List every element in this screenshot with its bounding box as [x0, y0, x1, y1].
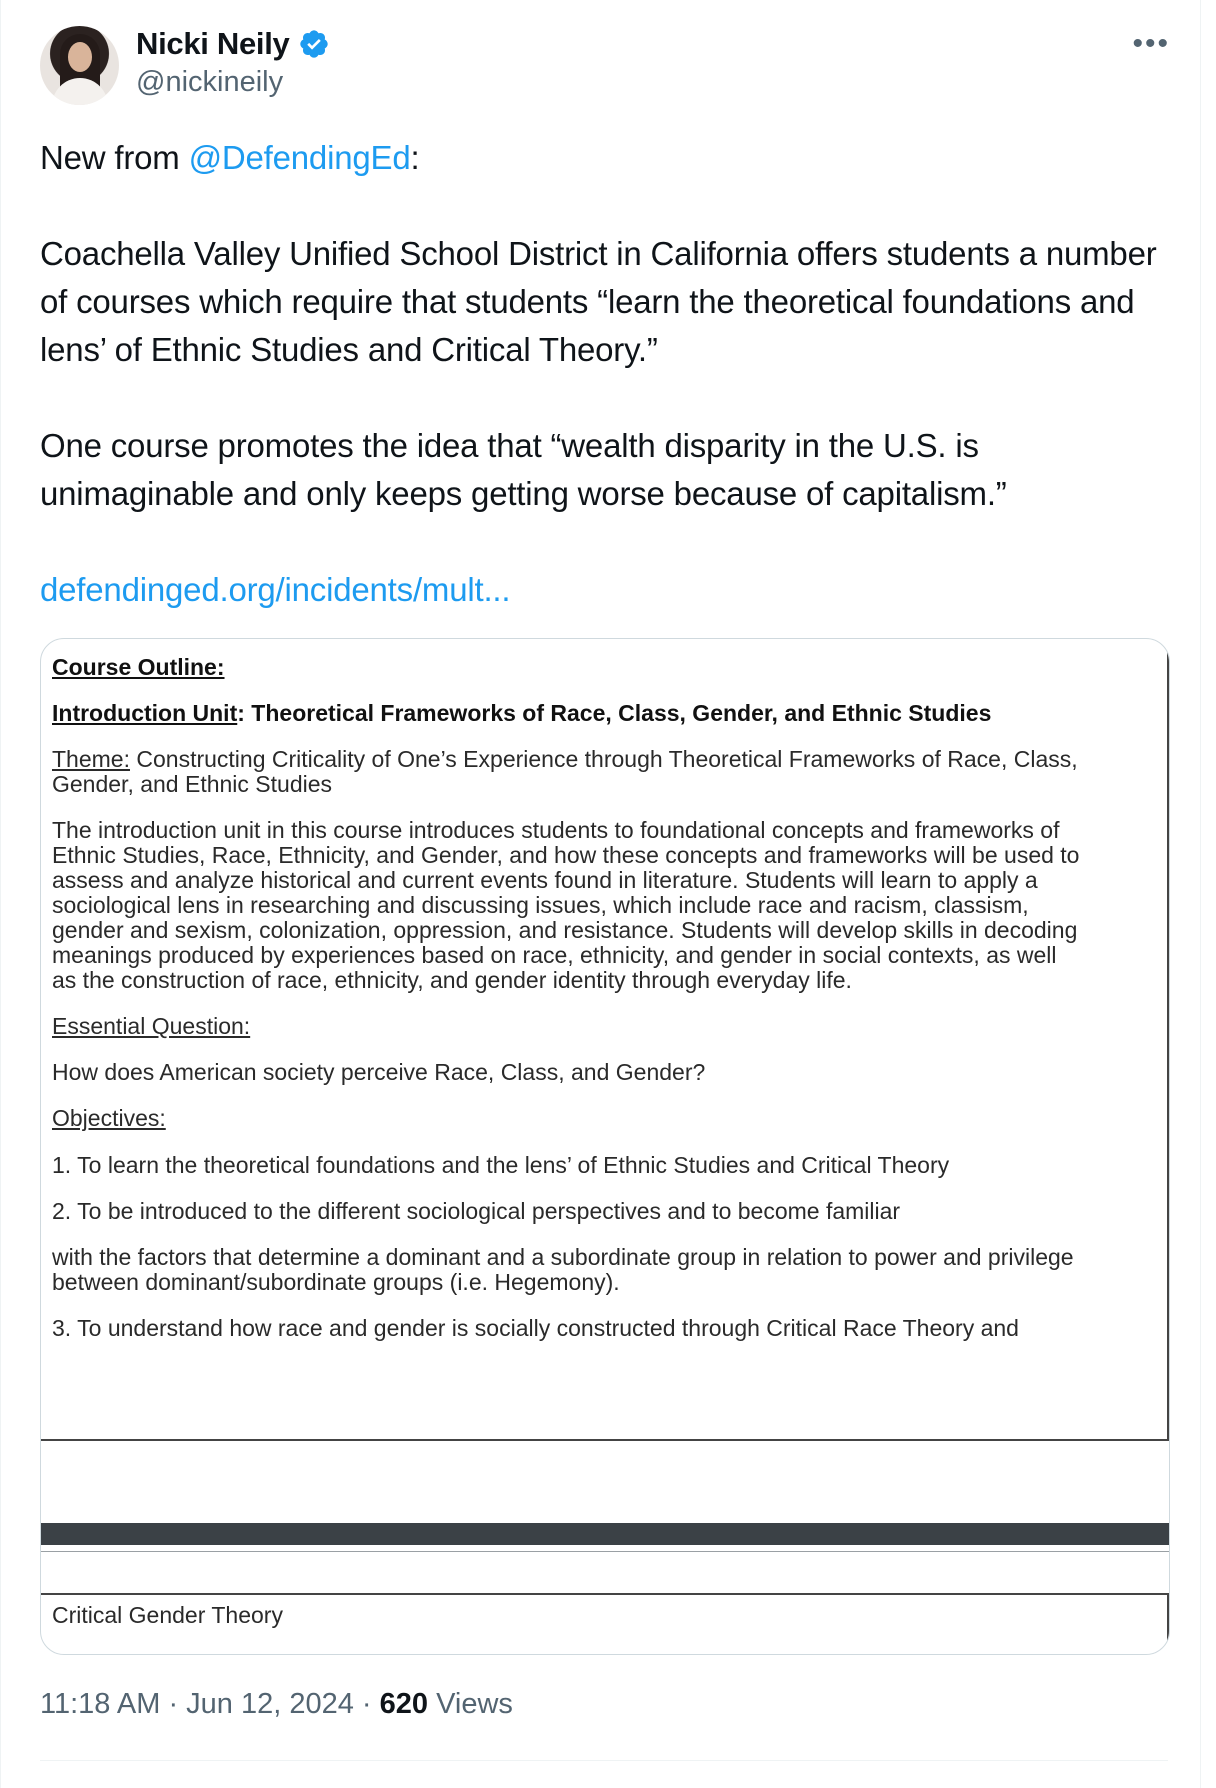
doc-body-line: assess and analyze historical and current events found in literature. Students will learn to apply a: [52, 867, 1038, 893]
tweet-time[interactable]: 11:18 AM: [40, 1688, 161, 1720]
doc-page-2-text: Critical Gender Theory: [52, 1602, 283, 1628]
page-break-bar: [41, 1523, 1169, 1545]
doc-intro-label: Introduction Unit: [52, 700, 238, 726]
tweet-date[interactable]: Jun 12, 2024: [186, 1688, 354, 1720]
tweet-image[interactable]: [40, 638, 1170, 1655]
views-label: Views: [428, 1688, 513, 1720]
doc-objective-1: 1. To learn the theoretical foundations and the lens’ of Ethnic Studies and Critical Theory: [52, 1152, 950, 1178]
tweet-paragraph-3: One course promotes the idea that “wealth disparity in the U.S. is unimaginable and only keeps getting worse because of capitalism.”: [40, 427, 1007, 512]
tweet-paragraph-1: [40, 134, 1160, 182]
doc-body-line: sociological lens in researching and discussing issues, which include race and racism, classism,: [52, 892, 1029, 918]
doc-body-line: meanings produced by experiences based on race, ethnicity, and gender in social contexts, as well: [52, 942, 1057, 968]
author-handle[interactable]: @nickineily: [136, 66, 284, 98]
doc-objective-2-cont: between dominant/subordinate groups (i.e. Hegemony).: [52, 1269, 620, 1295]
author-info: [136, 26, 330, 99]
doc-intro-unit: [52, 699, 991, 727]
avatar[interactable]: [40, 26, 119, 105]
verified-badge-icon: [298, 28, 330, 60]
doc-theme-line-1: [52, 745, 1078, 773]
doc-intro-title: : Theoretical Frameworks of Race, Class, Gender, and Ethnic Studies: [237, 700, 992, 726]
doc-theme-text: Constructing Criticality of One’s Experience through Theoretical Frameworks of Race, Class,: [129, 746, 1078, 772]
doc-body-line: gender and sexism, colonization, oppression, and resistance. Students will develop skills in decoding: [52, 917, 1078, 943]
views-count: 620: [379, 1688, 429, 1720]
doc-objectives-label: Objectives:: [52, 1105, 166, 1131]
doc-objective-2-cont: with the factors that determine a dominant and a subordinate group in relation to power and privilege: [52, 1244, 1074, 1270]
doc-body-line: Ethnic Studies, Race, Ethnicity, and Gender, and how these concepts and frameworks will be used to: [52, 842, 1080, 868]
doc-theme-line-2: Gender, and Ethnic Studies: [52, 771, 333, 797]
tweet-text-suffix: :: [410, 139, 420, 176]
tweet-metadata: [40, 1688, 513, 1721]
more-options-icon[interactable]: •••: [1132, 27, 1170, 60]
tweet-text-prefix: New from: [40, 139, 189, 176]
divider: [40, 1760, 1168, 1761]
course-outline-document: [41, 639, 1169, 1654]
doc-outline-heading: Course Outline:: [52, 654, 225, 680]
doc-objective-3: 3. To understand how race and gender is socially constructed through Critical Race Theory and: [52, 1315, 1019, 1341]
page-break-line: [41, 1551, 1169, 1552]
tweet-header: [40, 26, 1170, 106]
doc-body-line: as the construction of race, ethnicity, and gender identity through everyday life.: [52, 967, 852, 993]
author-display-name[interactable]: Nicki Neily: [136, 26, 290, 61]
meta-separator: ·: [353, 1688, 380, 1720]
doc-essential-question: How does American society perceive Race, Class, and Gender?: [52, 1059, 706, 1085]
meta-separator: ·: [160, 1688, 187, 1720]
external-link[interactable]: defendinged.org/incidents/mult...: [40, 571, 511, 608]
doc-objective-2: 2. To be introduced to the different sociological perspectives and to become familiar: [52, 1198, 901, 1224]
doc-theme-label: Theme:: [52, 746, 130, 772]
tweet-text: [40, 134, 1160, 614]
doc-body-line: The introduction unit in this course introduces students to foundational concepts and frameworks of: [52, 817, 1060, 843]
mention-link[interactable]: @DefendingEd: [188, 139, 411, 176]
tweet-paragraph-2: Coachella Valley Unified School District in California offers students a number of courses which require that students “learn the theoretical foundations and lens’ of Ethnic Studies and Critical Theory.”: [40, 235, 1157, 368]
doc-essential-question-label: Essential Question:: [52, 1013, 251, 1039]
